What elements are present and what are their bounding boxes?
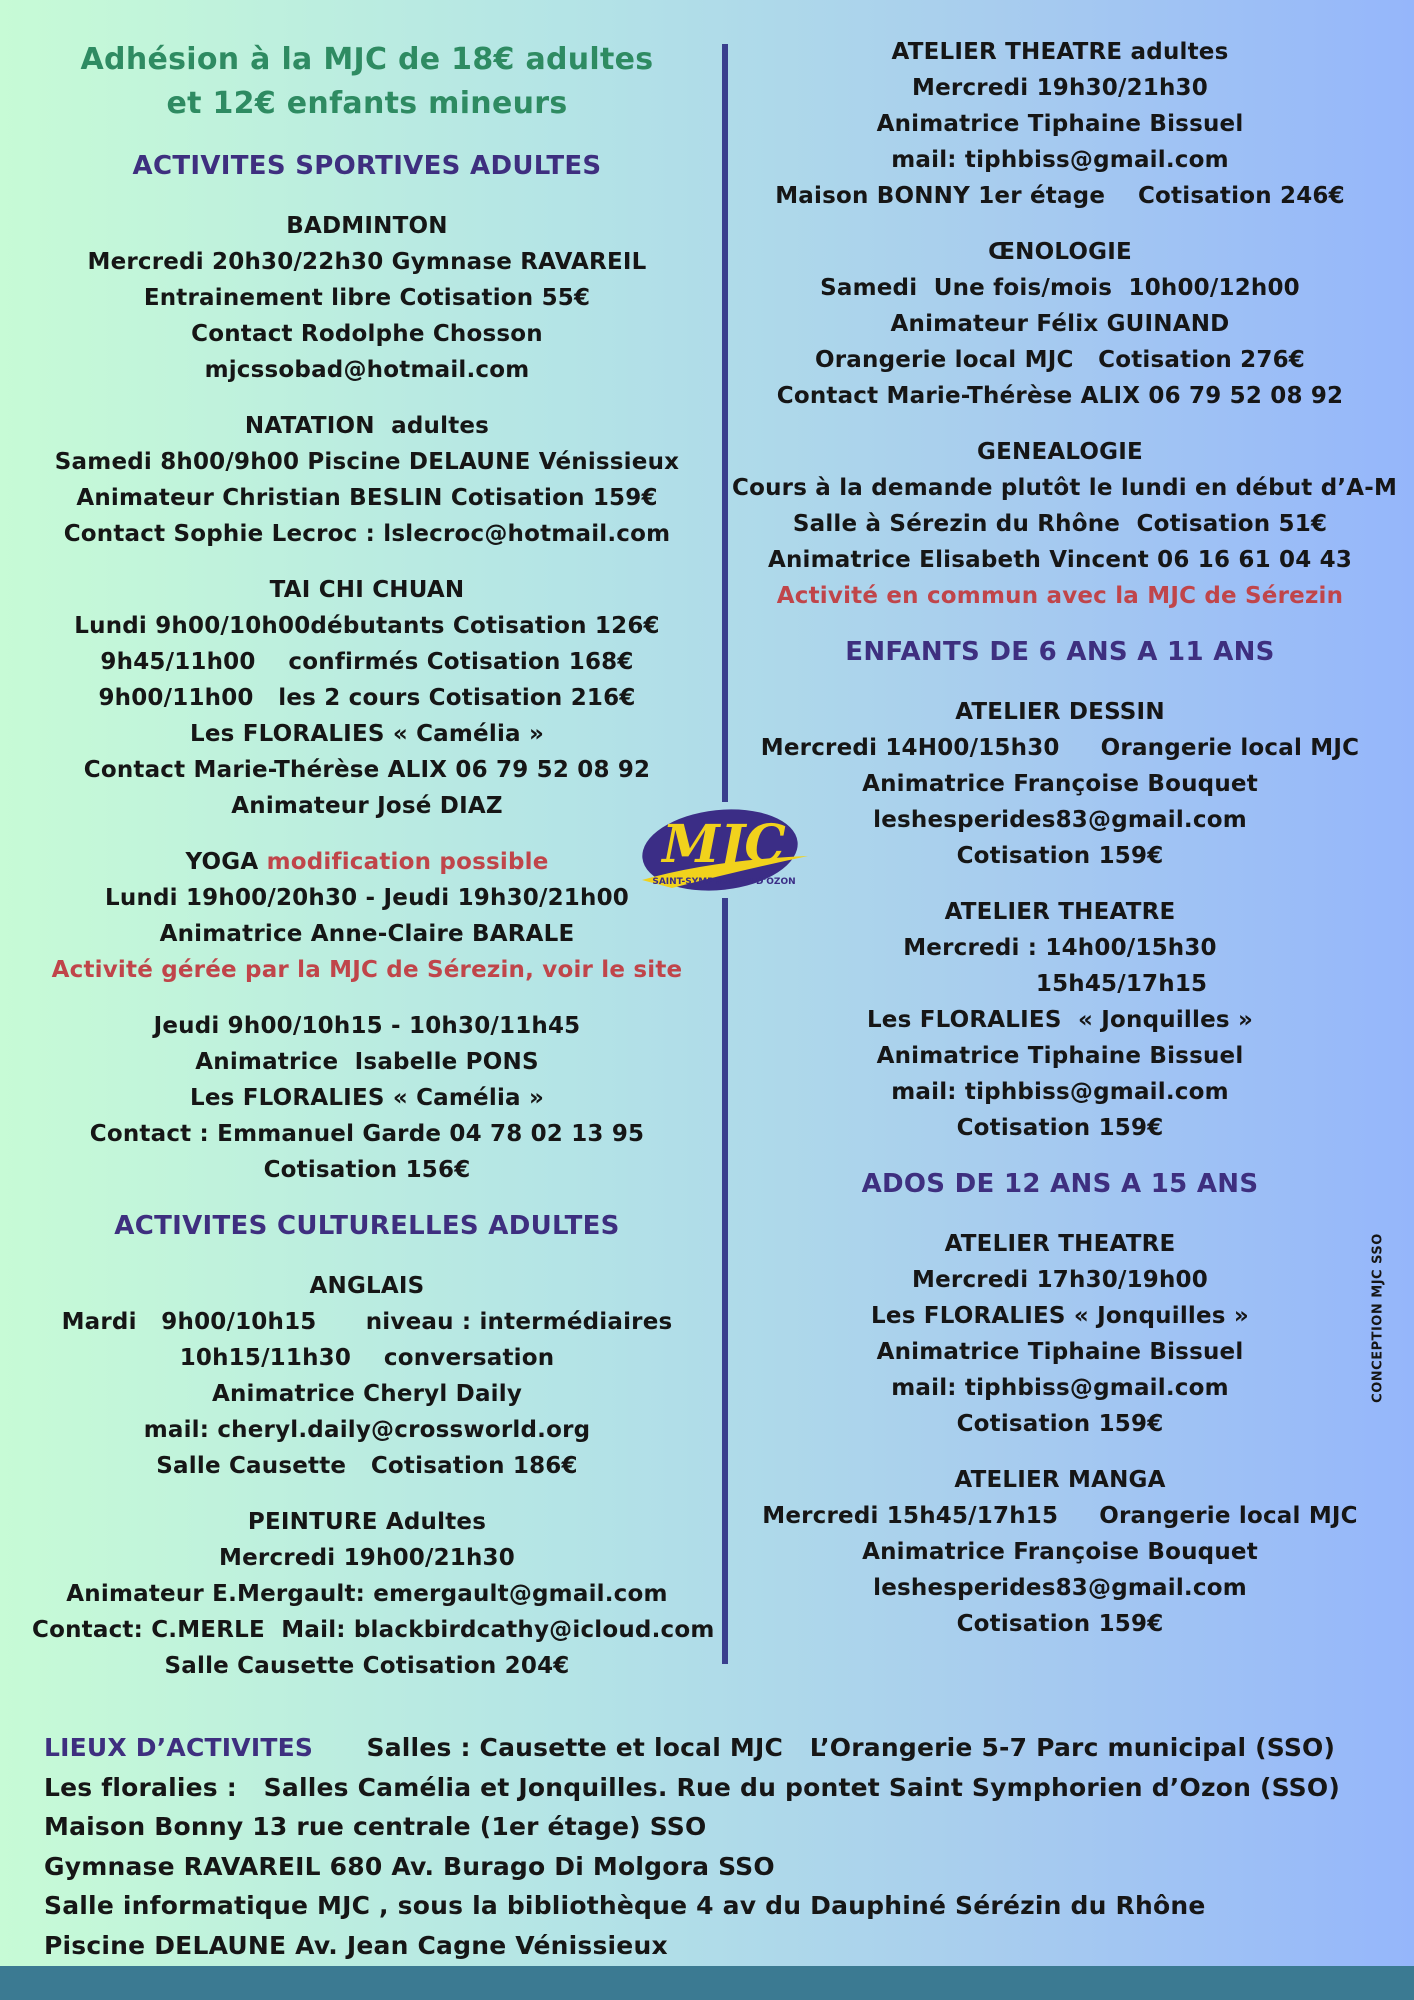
activity-title [32, 572, 702, 608]
activity-detail: Animateur Christian BESLIN Cotisation 159€ [76, 485, 658, 511]
activity-name: ŒNOLOGIE [988, 239, 1132, 265]
activity-title [32, 208, 702, 244]
activity-title [732, 1462, 1388, 1498]
activity-detail: Samedi 8h00/9h00 Piscine DELAUNE Vénissieux [54, 449, 680, 475]
activity-detail: Contact Rodolphe Chosson [191, 321, 543, 347]
activity-detail: Mardi 9h00/10h15 niveau : intermédiaires [61, 1309, 673, 1335]
activity-title-note: modification possible [266, 849, 549, 875]
activity-block [732, 434, 1398, 614]
activity-detail: mail: cheryl.daily@crossworld.org [143, 1417, 591, 1443]
section-header: ACTIVITES SPORTIVES ADULTES [132, 151, 602, 181]
activity-block [32, 408, 702, 552]
activity-title [732, 434, 1388, 470]
left-activities [32, 148, 715, 1684]
right-column [732, 34, 1398, 1662]
activity-detail: Mercredi 15h45/17h15 Orangerie local MJC [762, 1503, 1358, 1529]
activity-detail: Lundi 9h00/10h00débutants Cotisation 126€ [74, 613, 660, 639]
activity-detail: Animatrice Anne-Claire BARALE [159, 921, 575, 947]
membership-line: Adhésion à la MJC de 18€ adultes [80, 42, 654, 77]
activity-detail: 9h00/11h00 les 2 cours Cotisation 216€ [98, 685, 636, 711]
activity-title [732, 234, 1388, 270]
activity-title [732, 1226, 1388, 1262]
column-divider-bottom [722, 898, 728, 1664]
footer-bar [0, 1966, 1414, 2000]
activity-detail: Animatrice Tiphaine Bissuel [876, 1339, 1244, 1365]
location-line: Maison Bonny 13 rue centrale (1er étage) SSO [44, 1812, 707, 1841]
activity-detail: 10h15/11h30 conversation [179, 1345, 555, 1371]
activity-name: NATATION adultes [244, 413, 490, 439]
locations-heading-rest: Salles : Causette et local MJC L’Orangerie 5-7 Parc municipal (SSO) [313, 1733, 1336, 1762]
activity-detail: Maison BONNY 1er étage Cotisation 246€ [775, 183, 1345, 209]
activity-detail: Animateur José DIAZ [231, 793, 503, 819]
location-line: Piscine DELAUNE Av. Jean Cagne Vénissieux [44, 1930, 668, 1960]
activity-detail: mail: tiphbiss@gmail.com [891, 147, 1229, 173]
activity-detail: Animateur Félix GUINAND [890, 311, 1230, 337]
activity-detail: Contact : Emmanuel Garde 04 78 02 13 95 [89, 1121, 645, 1147]
activity-detail: Cours à la demande plutôt le lundi en début d’A-M [732, 475, 1398, 501]
activity-detail: 9h45/11h00 confirmés Cotisation 168€ [100, 649, 634, 675]
activity-detail: Entrainement libre Cotisation 55€ [143, 285, 591, 311]
activity-block [732, 1226, 1388, 1442]
activity-block [32, 1008, 702, 1188]
activity-block [732, 34, 1388, 214]
activity-title [32, 1504, 702, 1540]
activity-detail: Contact Marie-Thérèse ALIX 06 79 52 08 92 [83, 757, 651, 783]
activity-detail: Cotisation 159€ [956, 1115, 1164, 1141]
activity-block [732, 694, 1388, 874]
activity-detail: Cotisation 156€ [263, 1157, 471, 1183]
activity-block [732, 1462, 1388, 1642]
activity-name: TAI CHI CHUAN [269, 577, 465, 603]
column-divider-top [722, 44, 728, 802]
right-activities [732, 34, 1398, 1642]
activity-block [32, 1268, 702, 1484]
section-header: ENFANTS DE 6 ANS A 11 ANS [845, 637, 1275, 667]
section-header: ADOS DE 12 ANS A 15 ANS [861, 1169, 1259, 1199]
activity-name: GENEALOGIE [977, 439, 1143, 465]
activity-detail: Jeudi 9h00/10h15 - 10h30/11h45 [153, 1013, 581, 1039]
activity-block [32, 844, 702, 988]
activity-name: ANGLAIS [309, 1273, 425, 1299]
location-line: Gymnase RAVAREIL 680 Av. Burago Di Molgora SSO [44, 1851, 775, 1881]
activity-detail: mjcssobad@hotmail.com [204, 357, 530, 383]
membership-info [32, 38, 702, 126]
activity-detail: Cotisation 159€ [956, 843, 1164, 869]
activity-title [732, 894, 1388, 930]
activity-detail: Animatrice Tiphaine Bissuel [876, 111, 1244, 137]
activity-name: ATELIER THEATRE adultes [891, 39, 1229, 65]
activity-detail: Mercredi 14H00/15h30 Orangerie local MJC [760, 735, 1360, 761]
activity-detail: Samedi Une fois/mois 10h00/12h00 [820, 275, 1300, 301]
activity-detail: Animatrice Françoise Bouquet [862, 771, 1258, 797]
logo-letters: MJC [662, 814, 786, 875]
activity-detail: Animatrice Françoise Bouquet [862, 1539, 1258, 1565]
activity-note: Activité en commun avec la MJC de Sérezin [776, 583, 1344, 609]
activity-note: Activité gérée par la MJC de Sérezin, voir le site [51, 957, 683, 983]
activity-detail: Animatrice Elisabeth Vincent 06 16 61 04 43 [767, 547, 1353, 573]
activity-detail: Contact Marie-Thérèse ALIX 06 79 52 08 92 [776, 383, 1344, 409]
activity-title [732, 34, 1388, 70]
activity-block [32, 572, 702, 824]
activity-detail: mail: tiphbiss@gmail.com [891, 1375, 1229, 1401]
activity-detail: Cotisation 159€ [956, 1411, 1164, 1437]
activity-title [32, 408, 702, 444]
activity-detail: 15h45/17h15 [912, 971, 1208, 997]
activity-name: BADMINTON [286, 213, 448, 239]
activity-detail: Mercredi : 14h00/15h30 [903, 935, 1217, 961]
activity-detail: leshesperides83@gmail.com [873, 1575, 1247, 1601]
activity-detail: Contact Sophie Lecroc : lslecroc@hotmail.com [63, 521, 671, 547]
activity-detail: Orangerie local MJC Cotisation 276€ [814, 347, 1305, 373]
activity-detail: leshesperides83@gmail.com [873, 807, 1247, 833]
activity-title [32, 844, 702, 880]
left-column [32, 38, 715, 1704]
section-header: ACTIVITES CULTURELLES ADULTES [114, 1211, 620, 1241]
activity-block [32, 1504, 715, 1684]
mjc-logo [632, 796, 822, 904]
locations-first-line [44, 1728, 1384, 1768]
activity-detail: Les FLORALIES « Jonquilles » [871, 1303, 1249, 1329]
activity-detail: Mercredi 19h00/21h30 [219, 1545, 515, 1571]
activity-block [732, 894, 1388, 1146]
activity-detail: Lundi 19h00/20h30 - Jeudi 19h30/21h00 [105, 885, 629, 911]
activity-detail: Les FLORALIES « Camélia » [189, 721, 545, 747]
activity-detail: Salle à Sérezin du Rhône Cotisation 51€ [792, 511, 1328, 537]
locations-heading: LIEUX D’ACTIVITES [44, 1733, 314, 1762]
activity-detail: Cotisation 159€ [956, 1611, 1164, 1637]
activity-detail: Mercredi 17h30/19h00 [912, 1267, 1208, 1293]
activity-detail: Salle Causette Cotisation 186€ [156, 1453, 578, 1479]
membership-line: et 12€ enfants mineurs [166, 86, 568, 121]
activity-locations [44, 1728, 1384, 1965]
activity-detail: Animatrice Tiphaine Bissuel [876, 1043, 1244, 1069]
activity-name: ATELIER THEATRE [944, 1231, 1176, 1257]
activity-detail: Salle Causette Cotisation 204€ [164, 1653, 570, 1679]
location-line: Salle informatique MJC , sous la bibliothèque 4 av du Dauphiné Sérézin du Rhône [44, 1891, 1206, 1920]
location-line: Les floralies : Salles Camélia et Jonquilles. Rue du pontet Saint Symphorien d’Ozon (SSO) [44, 1772, 1340, 1802]
activity-title [732, 694, 1388, 730]
activity-detail: Animatrice Cheryl Daily [211, 1381, 523, 1407]
activity-detail: Animateur E.Mergault: emergault@gmail.com [66, 1581, 668, 1607]
activity-detail: Les FLORALIES « Camélia » [189, 1085, 545, 1111]
activity-name: YOGA [185, 849, 259, 875]
activity-detail: Mercredi 20h30/22h30 Gymnase RAVAREIL [87, 249, 647, 275]
activity-name: ATELIER DESSIN [955, 699, 1165, 725]
conception-credit: CONCEPTION MJC SSO [1370, 1233, 1386, 1403]
activity-detail: Les FLORALIES « Jonquilles » [866, 1007, 1254, 1033]
activity-block [32, 208, 702, 388]
logo-subtitle: SAINT-SYMPHORIEN D'OZON [652, 877, 796, 887]
activity-name: ATELIER THEATRE [944, 899, 1176, 925]
activity-block [732, 234, 1388, 414]
activity-title [32, 1268, 702, 1304]
activity-detail: Contact: C.MERLE Mail: blackbirdcathy@icloud.com [32, 1617, 715, 1643]
activity-name: ATELIER MANGA [954, 1467, 1166, 1493]
activity-detail: mail: tiphbiss@gmail.com [891, 1079, 1229, 1105]
activity-detail: Animatrice Isabelle PONS [195, 1049, 539, 1075]
activity-detail: Mercredi 19h30/21h30 [912, 75, 1208, 101]
activity-name: PEINTURE Adultes [247, 1509, 487, 1535]
